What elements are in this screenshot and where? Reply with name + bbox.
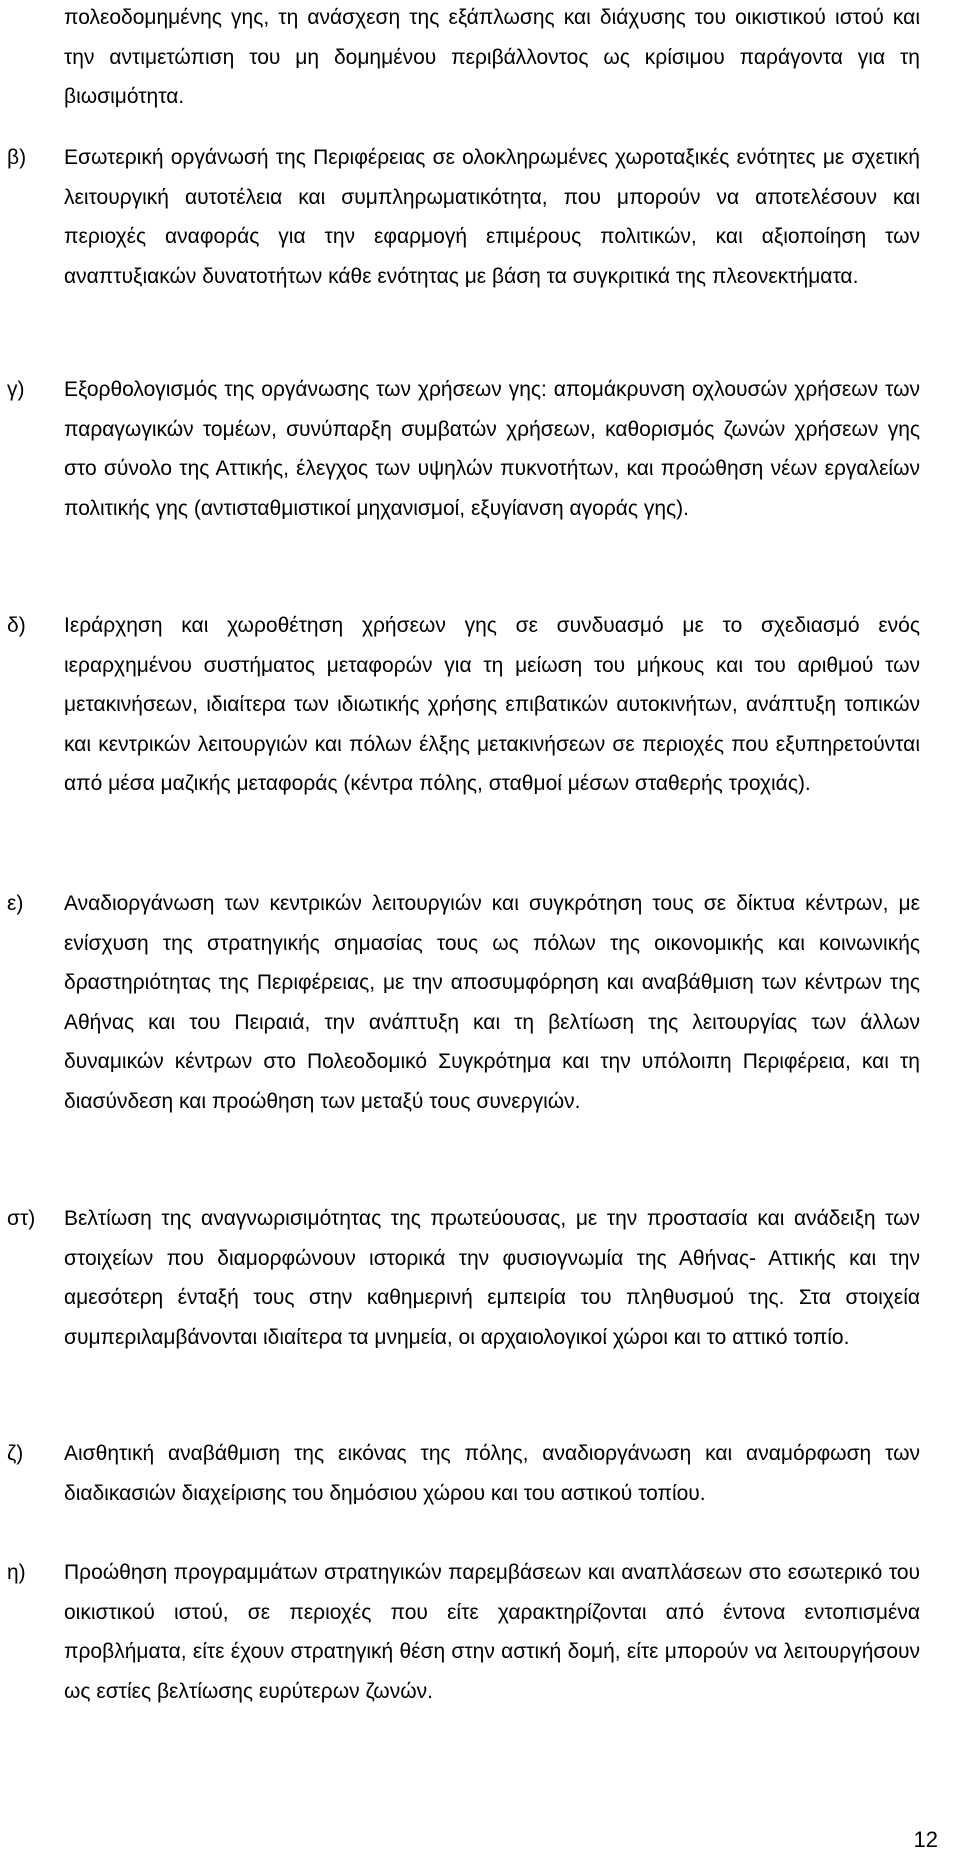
item-text-gamma: Εξορθολογισμός της οργάνωσης των χρήσεων γης: απομάκρυνση οχλουσών χρήσεων των παραγωγικών τομέων, συνύπαρξη συμβατών χρήσεων, καθορισμός ζωνών χρήσεων γης στο σύνολο της Αττικής, έλεγχος των υψηλών πυκνοτήτων, και προώθηση νέων εργαλείων πολιτικής γης (αντισταθμιστικοί μηχανισμοί, εξυγίανση αγοράς γης). [64, 378, 920, 520]
item-text-beta: Εσωτερική οργάνωσή της Περιφέρειας σε ολοκληρωμένες χωροταξικές ενότητες με σχετική λειτουργική αυτοτέλεια και συμπληρωματικότητα, που μπορούν να αποτελέσουν και περιοχές αναφοράς για την εφαρμογή επιμέρους πολιτικών, και αξιοποίηση των αναπτυξιακών δυνατοτήτων κάθε ενότητας με βάση τα συγκριτικά της πλεονεκτήματα. [64, 146, 920, 288]
item-text-epsilon: Αναδιοργάνωση των κεντρικών λειτουργιών και συγκρότηση τους σε δίκτυα κέντρων, με ενίσχυση της στρατηγικής σημασίας τους ως πόλων της οικονομικής και κοινωνικής δραστηριότητας της Περιφέρειας, με την αποσυμφόρηση και αναβάθμιση των κέντρων της Αθήνας και του Πειραιά, την ανάπτυξη και τη βελτίωση της λειτουργίας των άλλων δυναμικών κέντρων στο Πολεοδομικό Συγκρότημα και την υπόλοιπη Περιφέρεια, και τη διασύνδεση και προώθηση των μεταξύ τους συνεργιών. [64, 892, 920, 1113]
item-marker-beta: β) [7, 146, 27, 169]
item-marker-zeta: ζ) [7, 1442, 24, 1465]
page-number: 12 [913, 1827, 938, 1852]
item-text-eta: Προώθηση προγραμμάτων στρατηγικών παρεμβάσεων και αναπλάσεων στο εσωτερικό του οικιστικού ιστού, σε περιοχές που είτε χαρακτηρίζονται από έντονα εντοπισμένα προβλήματα, είτε έχουν στρατηγική θέση στην αστική δομή, είτε μπορούν να λειτουργήσουν ως εστίες βελτίωσης ευρύτερων ζωνών. [64, 1561, 920, 1703]
item-marker-gamma: γ) [7, 378, 25, 401]
item-text-zeta: Αισθητική αναβάθμιση της εικόνας της πόλης, αναδιοργάνωση και αναμόρφωση των διαδικασιών διαχείρισης του δημόσιου χώρου και του αστικού τοπίου. [64, 1442, 920, 1505]
item-text-delta: Ιεράρχηση και χωροθέτηση χρήσεων γης σε συνδυασμό με το σχεδιασμό ενός ιεραρχημένου συστήματος μεταφορών για τη μείωση του μήκους και του αριθμού των μετακινήσεων, ιδιαίτερα των ιδιωτικής χρήσης επιβατικών αυτοκινήτων, ανάπτυξη τοπικών και κεντρικών λειτουργιών και πόλων έλξης μετακινήσεων σε περιοχές που εξυπηρετούνται από μέσα μαζικής μεταφοράς (κέντρα πόλης, σταθμοί μέσων σταθερής τροχιάς). [64, 614, 920, 795]
item-marker-stigma: στ) [7, 1207, 36, 1230]
item-marker-eta: η) [7, 1561, 26, 1584]
item-marker-epsilon: ε) [7, 892, 24, 915]
continuation-paragraph: πολεοδομημένης γης, τη ανάσχεση της εξάπλωσης και διάχυσης του οικιστικού ιστού και την αντιμετώπιση του μη δομημένου περιβάλλοντος ως κρίσιμου παράγοντα για τη βιωσιμότητα. [64, 6, 920, 108]
item-marker-delta: δ) [7, 614, 26, 637]
item-text-stigma: Βελτίωση της αναγνωρισιμότητας της πρωτεύουσας, με την προστασία και ανάδειξη των στοιχείων που διαμορφώνουν ιστορικά την φυσιογνωμία της Αθήνας- Αττικής και την αμεσότερη ένταξή τους στην καθημερινή εμπειρία του πληθυσμού της. Στα στοιχεία συμπεριλαμβάνονται ιδιαίτερα τα μνημεία, οι αρχαιολογικοί χώροι και το αττικό τοπίο. [64, 1207, 920, 1349]
